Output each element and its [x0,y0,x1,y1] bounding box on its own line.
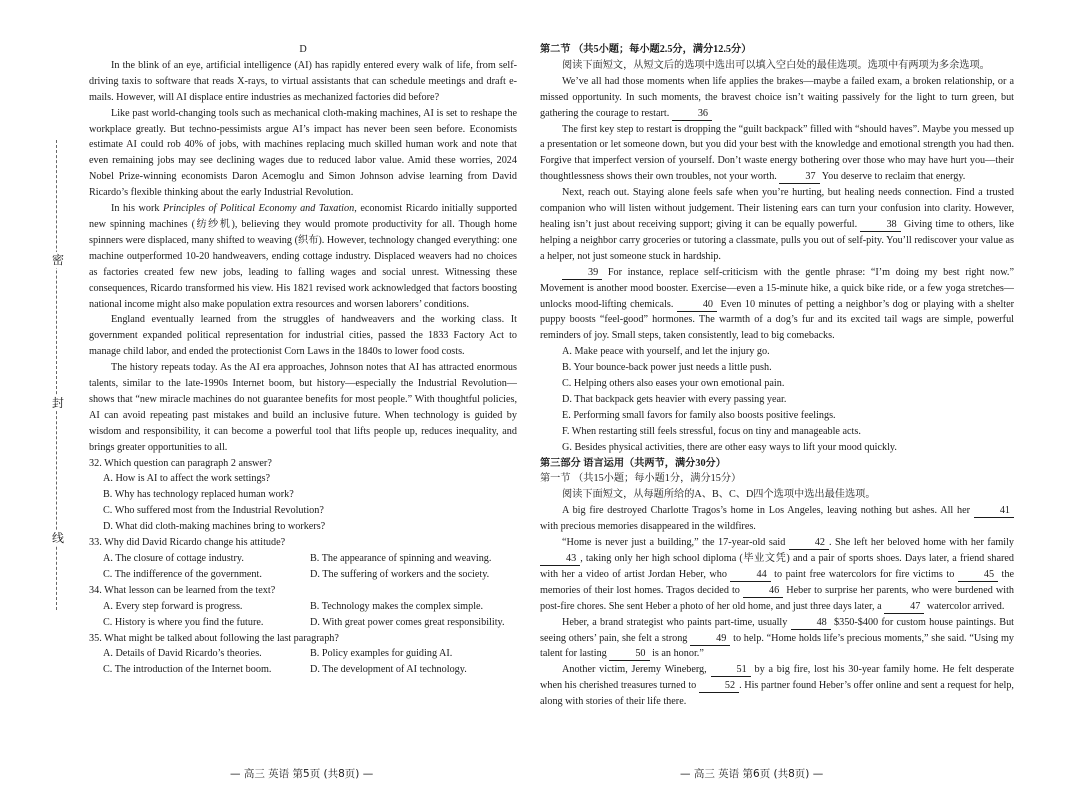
text: watercolor arrived. [926,600,1005,612]
paragraph: England eventually learned from the struggles of handweavers and the working class. It government expanded political representation for industrial cities, passed the 1833 Factory Act to manage child labor, and ended the protectionist Corn Laws in the 1840s to lower food costs. [89,314,517,358]
question-32 [89,456,517,536]
option: D. The development of AI technology. [310,664,467,676]
option: D. With great power comes great responsibility. [310,616,505,628]
paragraph [540,185,1014,265]
option: A. Details of David Ricardo’s theories. [103,648,262,660]
option: D. What did cloth-making machines bring to workers? [103,521,326,533]
text: Even 10 minutes of petting a neighbor’s dog or playing with a shelter puppy boosts “feel-good” hormones. The warmth of a dog’s fur and its excited tail wags are simple, powerful reminders of joy. Small steps, taken consistently, lead to big comebacks. [540,298,1015,342]
part-title: 第三部分 语言运用（共两节，满分30分） [540,457,726,469]
blank-52[interactable]: 52 [699,680,739,693]
section-title: 第一节 （共15小题；每小题1分，满分15分） [540,473,742,485]
blank-51[interactable]: 51 [711,664,751,677]
option-item: F. When restarting still feels stressful, focus on tiny and manageable acts. [562,425,861,437]
paragraph [540,535,1014,615]
blank-36[interactable]: 36 [672,108,712,121]
blank-48[interactable]: 48 [791,617,831,630]
binding-char-seal: 密 [52,253,65,267]
option-item: B. Your bounce-back power just needs a little push. [562,362,772,374]
blank-47[interactable]: 47 [884,601,924,614]
paragraph [540,503,1014,535]
option-item: G. Besides physical activities, there are other easy ways to lift your mood quickly. [562,441,897,453]
blank-46[interactable]: 46 [743,585,783,598]
blank-43[interactable]: 43 [540,553,580,566]
right-page [540,42,1014,710]
passage-label: D [299,44,307,55]
option: D. The suffering of workers and the society. [310,568,490,580]
text: $350-$400 for custom house paintings. But seeing others’ pain, she felt a strong [540,616,1014,644]
blank-39[interactable]: 39 [562,267,602,280]
blank-45[interactable]: 45 [958,569,998,582]
left-page [89,42,517,678]
blank-37[interactable]: 37 [779,171,819,184]
blank-50[interactable]: 50 [609,648,649,661]
text: You deserve to reclaim that energy. [821,171,966,183]
text: Another victim, Jeremy Wineberg, [562,664,707,676]
paragraph [540,615,1014,663]
text: . She left her beloved home with her family [829,537,1015,549]
text: A big fire destroyed Charlotte Tragos’s home in Los Angeles, leaving nothing but ashes. All her [562,505,971,517]
blank-38[interactable]: 38 [860,219,900,232]
blank-42[interactable]: 42 [789,537,829,550]
question-stem: 33. Why did David Ricardo change his attitude? [89,537,286,549]
text: In his work [111,203,164,215]
question-stem: 32. Which question can paragraph 2 answer? [89,457,272,469]
text: Heber, a brand strategist who paints part-time, usually [562,616,788,628]
blank-44[interactable]: 44 [730,569,770,582]
page-footer-left: — 高三 英语 第5页 (共8页) — [230,768,374,780]
option: C. The introduction of the Internet boom. [103,664,272,676]
text: with precious memories disappeared in the wildfires. [540,521,756,533]
option-item: D. That backpack gets heavier with every passing year. [562,393,787,405]
text: by a big fire, lost his 30-year family home. He felt desperate when his cherished treasures turned to [540,664,1015,692]
text: to paint free watercolors for fire victims to [774,568,955,580]
option: A. Every step forward is progress. [103,600,243,612]
text: , taking only her high school diploma (毕业文凭) and a pair of sports shoes. Days later, a friend shared with her a video of artist Jordan Heber, who [540,553,1014,580]
page-footer-right: — 高三 英语 第6页 (共8页) — [680,768,824,780]
binding-char-feng: 封 [52,396,65,410]
paragraph: Like past world-changing tools such as mechanical cloth-making machines, AI is set to reshape the workplace greatly. But techno-pessimists argue AI’s impact has never been seen before. Economists estimate AI could rob 40% of jobs, with machines replacing much skilled human work and note that even remaining jobs may see declining wages due to reduced labor value. Amid these worries, 2024 Nobel Prize-winning economists Daron Acemoglu and Simon Johnson advise learning from David Ricardo’s flexible thinking about the early Industrial Revolution. [89,107,517,199]
paragraph: The history repeats today. As the AI era approaches, Johnson notes that AI has attracted enormous talents, similar to the late-1990s Internet boom, but history—especially the Industrial Revolution—shows that “new miracle machines do not guarantee benefits for most people.” With thoughtful policies, AI can avoid repeating past mistakes and build an inclusive future. When technology is guided by wisdom and responsibility, it can become a powerful tool that lifts people up, reduces inequality, and brings greater opportunities to all. [89,362,517,453]
blank-41[interactable]: 41 [974,505,1014,518]
text: to help. “Home holds life’s precious moments,” she said. “Using my talent for lasting [540,632,1014,660]
option: A. The closure of cottage industry. [103,553,244,564]
paragraph [540,265,1014,345]
option-item: E. Performing small favors for family also boosts positive feelings. [562,409,836,421]
option: C. Who suffered most from the Industrial Revolution? [103,505,324,517]
text: , economist Ricardo initially supported new spinning machines (纺纱机), believing they would promote productivity for all. Though home spinners were displaced, many shifted to weaving (织布). However, technology changed everything: one machine outperformed 10-20 handweavers, ending cottage industry. Displaced weavers had no choices as factories created few new jobs, leading to falling wages and social unrest. Witnessing these consequences, Ricardo transformed his view. His 1821 revised work acknowledged that factors boosting national income might also make population extra resources and worsen laborers’ conditions. [89,203,518,310]
instructions: 阅读下面短文，从短文后的选项中选出可以填入空白处的最佳选项。选项中有两项为多余选项。 [562,59,990,71]
blank-40[interactable]: 40 [677,299,717,312]
question-35 [89,631,517,679]
option: B. Why has technology replaced human work? [103,489,294,501]
option: B. Technology makes the complex simple. [310,600,484,612]
paragraph [540,662,1014,710]
blank-49[interactable]: 49 [690,633,730,646]
option: B. The appearance of spinning and weaving. [310,553,492,564]
option-item: C. Helping others also eases your own emotional pain. [562,378,785,390]
binding-char-line: 线 [52,531,65,545]
text: Heber to surprise her parents, who were burdened with post-fire chores. She sent Heber a photo of her old home, and just three days later, a [540,584,1015,612]
text: Next, reach out. Staying alone feels safe when you’re hurting, but healing needs connection. Find a trusted companion who will listen without judgement. Their listening ears can turn your confusion into clarity. However, healing isn’t just about receiving support; giving it can be equally powerful. [540,187,1014,230]
text: For instance, replace self-criticism with the gentle phrase: “I’m doing my best right now.” Movement is another mood booster. Exercise—even a 15-minute hike, a quick bike ride, or a few yoga stretches—unlocks mood-lifting chemicals. [540,266,1015,310]
option: B. Policy examples for guiding AI. [310,648,453,660]
question-stem: 35. What might be talked about following the last paragraph? [89,632,339,644]
option: C. The indifference of the government. [103,568,262,580]
paragraph [540,122,1014,186]
instructions: 阅读下面短文，从每题所给的A、B、C、D四个选项中选出最佳选项。 [562,489,876,501]
question-34 [89,583,517,631]
paragraph [89,201,517,312]
text: The first key step to restart is dropping the “guilt backpack” filled with “should haves”. Maybe you messed up a presentation or let someone down, but you did your best with the knowledge and emotional strength you had then. Forgive that imperfect version of yourself. Don’t waste energy bothering over those who may have hurt you—their thoughtlessness shows their own troubles, not your worth. [540,123,1014,183]
text: . His partner found Heber’s offer online and sent a request for help, along with stories of their life there. [540,680,1014,708]
section-title: 第二节 （共5小题；每小题2.5分，满分12.5分） [540,44,752,55]
option: C. History is where you find the future. [103,616,264,628]
text: Giving time to others, like helping a neighbor carry groceries or tutoring a classmate, pulls you out of self-pity. You’ll rediscover your value as a helper, not just someone stuck in hardship. [540,218,1014,262]
option: A. How is AI to affect the work settings? [103,473,271,485]
text: the memories of their lost homes. Tragos decided to [540,568,1014,596]
paragraph: In the blink of an eye, artificial intelligence (AI) has rapidly entered every walk of life, from self-driving taxis to software that reads X-rays, to virtual assistants that can schedule meetings and draft e-mails. However, will AI displace entire industries as mechanized factories did before? [89,59,517,103]
text: We’ve all had those moments when life applies the brakes—maybe a failed exam, a broken relationship, or a missed opportunity. In such moments, the bravest choice isn’t waiting passively for the light to turn green, but gathering the courage to restart. [540,75,1014,119]
question-stem: 34. What lesson can be learned from the text? [89,584,276,596]
text: is an honor.” [652,648,704,660]
text: “Home is never just a building,” the 17-year-old said [562,537,786,549]
option-item: A. Make peace with yourself, and let the injury go. [562,346,770,358]
book-title: Principles of Political Economy and Taxation [163,203,355,215]
question-33 [89,535,517,583]
paragraph [540,74,1014,122]
